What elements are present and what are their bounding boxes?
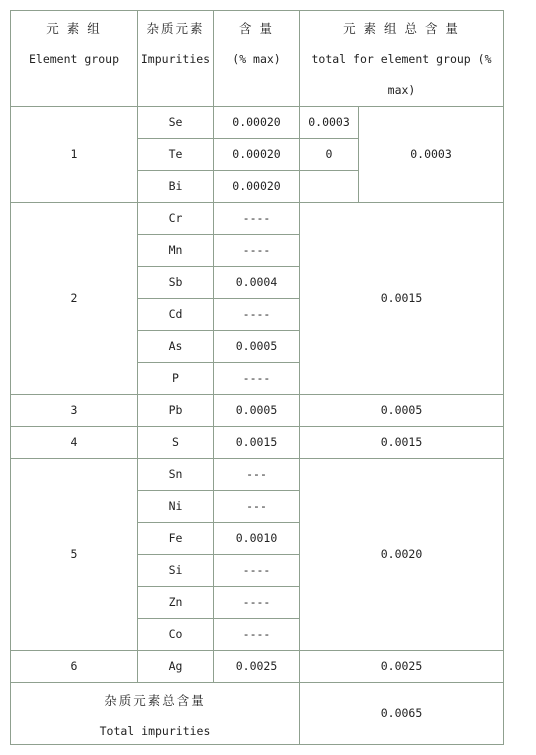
impurity-cell	[137, 298, 214, 331]
group-number-cell	[10, 106, 138, 203]
impurity-cell	[137, 426, 214, 459]
impurity-content: ----	[242, 307, 271, 321]
content-cell	[213, 490, 300, 523]
impurity-element: Mn	[168, 243, 183, 257]
impurity-cell	[137, 554, 214, 587]
group-number: 4	[70, 435, 78, 449]
content-cell	[213, 138, 300, 171]
impurity-content: 0.0005	[235, 403, 278, 417]
impurity-element: Fe	[168, 531, 183, 545]
content-cell	[213, 106, 300, 139]
header-total-en2: max)	[387, 83, 416, 97]
impurity-element: Bi	[168, 179, 183, 193]
group-number-cell	[10, 650, 138, 683]
group-number-cell	[10, 426, 138, 459]
group-number-cell	[10, 202, 138, 395]
impurity-element: Ni	[168, 499, 183, 513]
group-total: 0.0005	[380, 403, 423, 417]
content-cell	[213, 522, 300, 555]
impurity-element: Se	[168, 115, 183, 129]
group-subtotal-cell	[299, 170, 359, 203]
impurity-content: 0.0010	[235, 531, 278, 545]
content-cell	[213, 554, 300, 587]
group-total-cell	[299, 650, 504, 683]
content-cell	[213, 234, 300, 267]
content-cell	[213, 618, 300, 651]
group-number: 1	[70, 147, 78, 161]
impurity-element: Sn	[168, 467, 183, 481]
impurity-content: 0.00020	[232, 179, 281, 193]
impurity-cell	[137, 650, 214, 683]
content-cell	[213, 298, 300, 331]
impurity-cell	[137, 202, 214, 235]
group-total: 0.0015	[380, 291, 423, 305]
group-total: 0.0015	[380, 435, 423, 449]
impurity-element: Sb	[168, 275, 183, 289]
group-number: 3	[70, 403, 78, 417]
impurity-cell	[137, 106, 214, 139]
group-subtotal-value: 0	[325, 147, 333, 161]
impurity-content: 0.00020	[232, 115, 281, 129]
impurity-element: S	[172, 435, 179, 449]
header-total-en1: total for element group (%	[311, 52, 492, 66]
header-impurity	[137, 10, 214, 107]
content-cell	[213, 170, 300, 203]
impurity-cell	[137, 458, 214, 491]
impurity-cell	[137, 234, 214, 267]
impurity-content: 0.0015	[235, 435, 278, 449]
group-total-cell	[358, 106, 504, 203]
impurity-cell	[137, 618, 214, 651]
impurity-element: Zn	[168, 595, 183, 609]
group-total: 0.0025	[380, 659, 423, 673]
group-number: 2	[70, 291, 78, 305]
impurity-element: Si	[168, 563, 183, 577]
content-cell	[213, 330, 300, 363]
content-cell	[213, 586, 300, 619]
impurity-cell	[137, 586, 214, 619]
content-cell	[213, 266, 300, 299]
impurity-element: As	[168, 339, 183, 353]
group-total: 0.0020	[380, 547, 423, 561]
impurity-table	[10, 10, 503, 746]
impurity-element: Cr	[168, 211, 183, 225]
group-subtotal-cell	[299, 138, 359, 171]
impurity-element: P	[172, 371, 179, 385]
group-total-cell	[299, 458, 504, 651]
content-cell	[213, 394, 300, 427]
impurity-content: 0.00020	[232, 147, 281, 161]
header-group	[10, 10, 138, 107]
group-total-cell	[299, 426, 504, 459]
impurity-content: ----	[242, 371, 271, 385]
impurity-cell	[137, 170, 214, 203]
impurity-content: 0.0025	[235, 659, 278, 673]
impurity-cell	[137, 266, 214, 299]
content-cell	[213, 458, 300, 491]
impurity-content: 0.0005	[235, 339, 278, 353]
header-content-en: (% max)	[232, 52, 281, 66]
footer-label	[10, 682, 300, 745]
group-subtotal-value: 0.0003	[308, 115, 350, 129]
content-cell	[213, 426, 300, 459]
impurity-cell	[137, 490, 214, 523]
content-cell	[213, 650, 300, 683]
content-cell	[213, 362, 300, 395]
impurity-content: ----	[242, 243, 271, 257]
header-group-zh: 元 素 组	[46, 21, 102, 36]
header-impurity-zh: 杂质元素	[146, 21, 205, 36]
footer-label-en: Total impurities	[99, 724, 211, 738]
group-number: 5	[70, 547, 78, 561]
impurity-cell	[137, 394, 214, 427]
impurity-content: ----	[242, 211, 271, 225]
impurity-content: ----	[242, 563, 271, 577]
group-number-cell	[10, 394, 138, 427]
impurity-cell	[137, 362, 214, 395]
header-group-en: Element group	[28, 52, 119, 66]
content-cell	[213, 202, 300, 235]
header-content-zh: 含 量	[239, 21, 274, 36]
group-total-cell	[299, 394, 504, 427]
footer-total-cell	[299, 682, 504, 745]
header-content	[213, 10, 300, 107]
header-total	[299, 10, 504, 107]
impurity-element: Te	[168, 147, 183, 161]
impurity-element: Ag	[168, 659, 183, 673]
impurity-element: Cd	[168, 307, 183, 321]
impurity-content: ----	[242, 595, 271, 609]
impurity-cell	[137, 522, 214, 555]
header-total-zh: 元 素 组 总 含 量	[343, 21, 460, 36]
impurity-cell	[137, 330, 214, 363]
group-number-cell	[10, 458, 138, 651]
impurity-content: 0.0004	[235, 275, 278, 289]
group-number: 6	[70, 659, 78, 673]
group-total-cell	[299, 202, 504, 395]
impurity-content: ---	[246, 499, 267, 513]
footer-label-zh: 杂质元素总含量	[104, 693, 206, 708]
impurity-content: ----	[242, 627, 271, 641]
total-impurities-value: 0.0065	[380, 706, 423, 720]
impurity-element: Pb	[168, 403, 183, 417]
impurity-cell	[137, 138, 214, 171]
group-total: 0.0003	[410, 147, 452, 161]
header-impurity-en: Impurities	[140, 52, 211, 66]
impurity-content: ---	[246, 467, 267, 481]
group-subtotal-cell	[299, 106, 359, 139]
impurity-element: Co	[168, 627, 183, 641]
